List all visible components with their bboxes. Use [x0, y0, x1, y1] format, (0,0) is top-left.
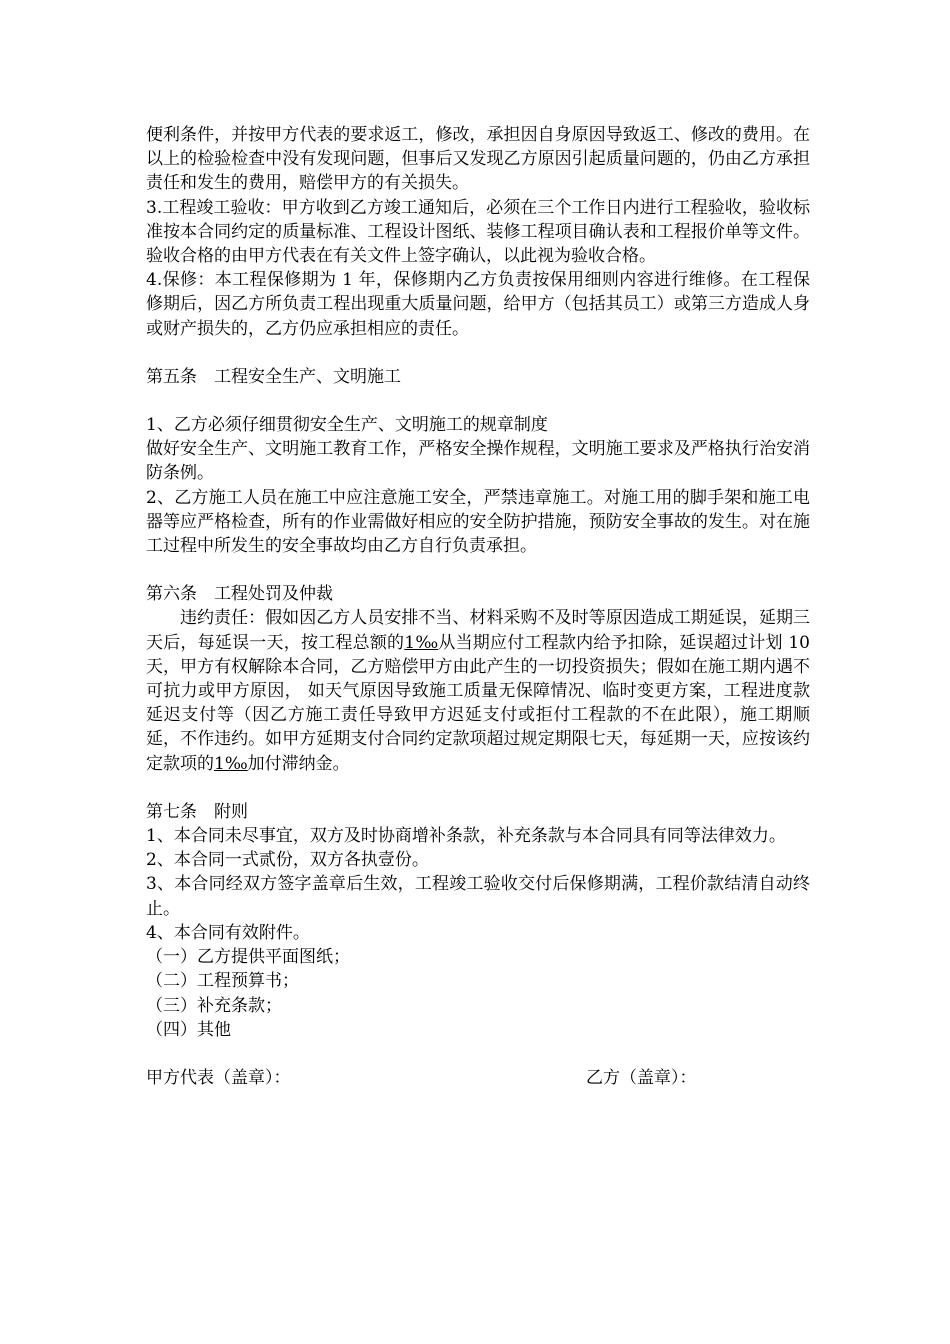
penalty-rate-1: 1‰ [404, 632, 439, 653]
party-b-signature-label: 乙方（盖章）： [586, 1067, 697, 1088]
liability-text-b: 从当期应付工程款内给予扣除，延误超过计划 10 天，甲方有权解除本合同，乙方赔偿甲方由此产生的一切投资损失；假如在施工期内遇不可抗力或甲方原因， 如天气原因导致施工质量无保障情况、临时变更方案，工程进度款延迟支付等（因乙方施工责任导致甲方迟延支付或拒付工程款的不在此限），施工期顺延，不作违约。如甲方延期支付合同约定款项超过规定期限七天，每延期一天，应按该约定款项的 [146, 632, 810, 774]
paragraph-warranty: 4.保修：本工程保修期为 1 年，保修期内乙方负责按保用细则内容进行维修。在工程保修期后，因乙方所负责工程出现重大质量问题，给甲方（包括其员工）或第三方造成人身或财产损失的，乙方仍应承担相应的责任。 [146, 270, 810, 339]
liability-text-a: 违约责任：假如因乙方人员安排不当、材料采购不及时等原因造成工期延误，延期三天后，每延误一天，按工程总额的 [146, 608, 810, 653]
paragraph-acceptance: 3.工程竣工验收：甲方收到乙方竣工通知后，必须在三个工作日内进行工程验收，验收标准按本合同约定的质量标准、工程设计图纸、装修工程项目确认表和工程报价单等文件。验收合格的由甲方代表在有关文件上签字确认，以此视为验收合格。 [146, 197, 810, 267]
attachment-3: （三）补充条款； [146, 995, 282, 1016]
attachment-1: （一）乙方提供平面图纸； [146, 947, 350, 968]
party-a-signature-label: 甲方代表（盖章）： [146, 1067, 291, 1088]
attachment-4: （四）其他 [146, 1019, 231, 1040]
article-6-heading: 第六条 工程处罚及仲裁 [146, 584, 333, 605]
contract-page [146, 123, 810, 1096]
article-5-item-2: 2、乙方施工人员在施工中应注意施工安全，严禁违章施工。对施工用的脚手架和施工电器等应严格检查，所有的作业需做好相应的安全防护措施，预防安全事故的发生。对在施工过程中所发生的安全事故均由乙方自行负责承担。 [146, 487, 810, 557]
article-5-item-1-heading: 1、乙方必须仔细贯彻安全生产、文明施工的规章制度 [146, 415, 548, 436]
penalty-rate-2: 1‰ [214, 753, 248, 774]
article-7-heading: 第七条 附则 [146, 801, 248, 822]
paragraph-remedy: 便利条件，并按甲方代表的要求返工，修改，承担因自身原因导致返工、修改的费用。在以上的检验检查中没有发现问题，但事后又发现乙方原因引起质量问题的，仍由乙方承担责任和发生的费用，赔偿甲方的有关损失。 [146, 125, 810, 194]
liability-text-c: 加付滞纳金。 [247, 753, 350, 774]
article-7-item-2: 2、本合同一式贰份，双方各执壹份。 [146, 850, 429, 871]
attachment-2: （二）工程预算书； [146, 971, 299, 992]
article-7-item-1: 1、本合同未尽事宜，双方及时协商增补条款，补充条款与本合同具有同等法律效力。 [146, 826, 786, 847]
article-5-heading: 第五条 工程安全生产、文明施工 [146, 366, 401, 387]
article-7-item-4: 4、本合同有效附件。 [146, 922, 310, 943]
article-7-item-3: 3、本合同经双方签字盖章后生效，工程竣工验收交付后保修期满，工程价款结清自动终止。 [146, 874, 810, 919]
article-6-liability [146, 606, 810, 775]
article-5-item-1-body: 做好安全生产、文明施工教育工作，严格安全操作规程，文明施工要求及严格执行治安消防条例。 [146, 439, 810, 484]
signature-row [146, 1066, 810, 1096]
